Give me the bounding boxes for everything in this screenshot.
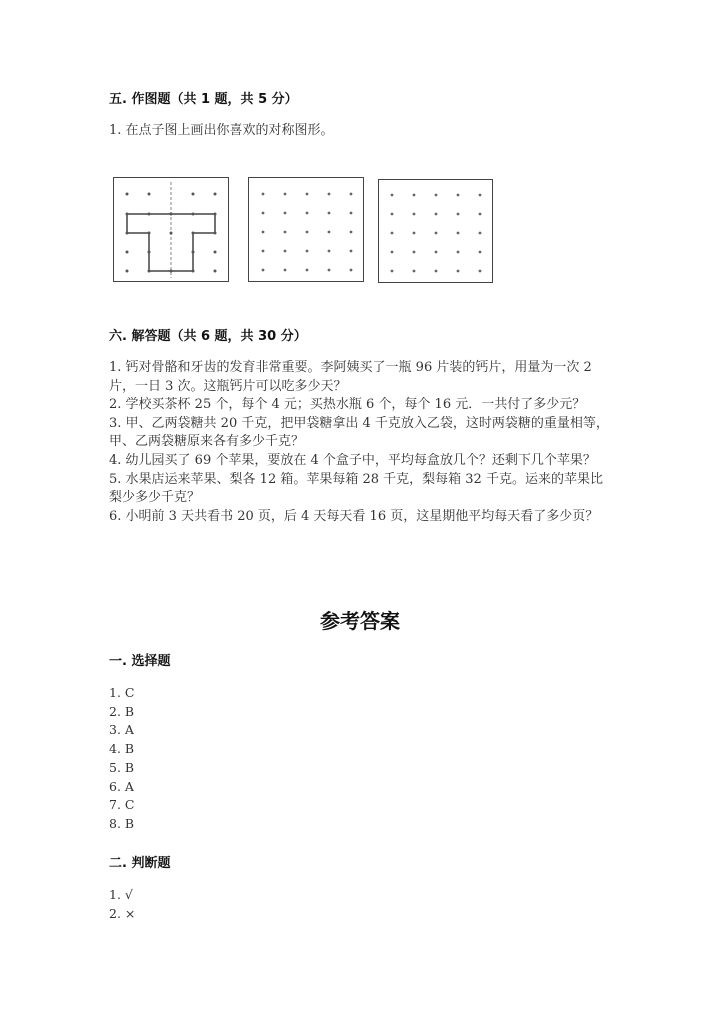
dot-grid-blank-2[interactable] xyxy=(378,179,493,283)
question-3: 3. 甲、乙两袋糖共 20 千克，把甲袋糖拿出 4 千克放入乙袋，这时两袋糖的重量相等，甲、乙两袋糖原来各有多少千克？ xyxy=(109,415,609,450)
question-5: 5. 水果店运来苹果、梨各 12 箱。苹果每箱 28 千克，梨每箱 32 千克。运来的苹果比梨少多少千克？ xyxy=(109,471,603,506)
question-2: 2. 学校买茶杯 25 个，每个 4 元；买热水瓶 6 个，每个 16 元．一共付了多少元？ xyxy=(109,397,586,413)
dot-grid-example-drawing xyxy=(114,178,230,283)
question-6: 6. 小明前 3 天共看书 20 页，后 4 天每天看 16 页，这星期他平均每天看了多少页？ xyxy=(109,508,599,524)
choice-answer: 7. C xyxy=(109,797,135,813)
choice-answer: 5. B xyxy=(109,759,135,775)
question-4: 4. 幼儿园买了 69 个苹果，要放在 4 个盒子中，平均每盒放几个？还剩下几个苹果？ xyxy=(109,452,596,468)
section6-question-list xyxy=(109,359,614,526)
judge-answer: 2. × xyxy=(109,905,136,921)
answer-key-title: 参考答案 xyxy=(320,609,400,633)
choice-answer: 3. A xyxy=(109,722,134,738)
question-1: 1. 钙对骨骼和牙齿的发育非常重要。李阿姨买了一瓶 96 片装的钙片，用量为一次 2 片，一日 3 次。这瓶钙片可以吃多少天？ xyxy=(109,360,592,394)
choice-answer: 1. C xyxy=(109,685,135,700)
dot-grid-example xyxy=(113,177,229,282)
judge-answers-heading: 二. 判断题 xyxy=(109,856,171,871)
section6-heading: 六. 解答题（共 6 题，共 30 分） xyxy=(109,329,307,344)
choice-answer: 8. B xyxy=(109,815,135,831)
dot-grid-blank-1[interactable] xyxy=(248,177,364,282)
judge-answers-list xyxy=(109,886,135,923)
section5-question: 1. 在点子图上画出你喜欢的对称图形。 xyxy=(109,123,334,138)
choice-answers-list xyxy=(109,684,134,834)
choice-answer: 6. A xyxy=(109,778,134,794)
judge-answer: 1. √ xyxy=(109,887,133,902)
choice-answers-heading: 一. 选择题 xyxy=(109,654,171,669)
choice-answer: 4. B xyxy=(109,741,135,757)
choice-answer: 2. B xyxy=(109,703,135,719)
grid-dots xyxy=(249,178,365,283)
grid-dots xyxy=(379,180,494,284)
section5-heading: 五. 作图题（共 1 题，共 5 分） xyxy=(109,92,298,107)
